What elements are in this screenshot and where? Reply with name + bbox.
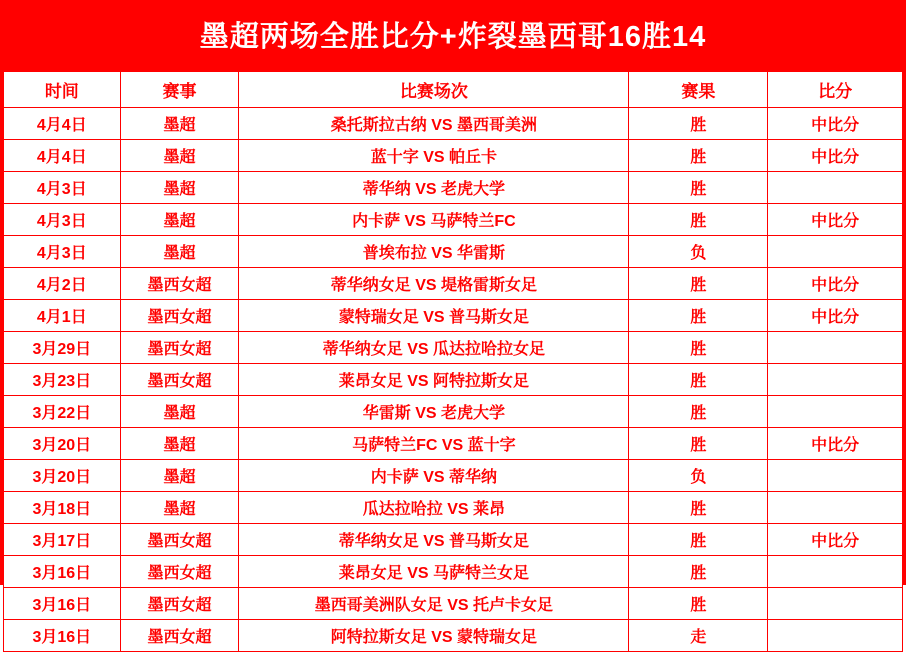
cell-score: 中比分	[768, 524, 903, 556]
cell-score	[768, 492, 903, 524]
cell-match: 蒂华纳女足 VS 堤格雷斯女足	[239, 268, 629, 300]
cell-result: 负	[629, 236, 768, 268]
cell-match: 莱昂女足 VS 马萨特兰女足	[239, 556, 629, 588]
cell-score	[768, 396, 903, 428]
cell-score	[768, 332, 903, 364]
cell-league: 墨超	[120, 460, 239, 492]
table-row	[4, 524, 903, 556]
column-header-result: 赛果	[629, 72, 768, 108]
cell-league: 墨超	[120, 236, 239, 268]
cell-result: 胜	[629, 108, 768, 140]
cell-match: 蒂华纳女足 VS 普马斯女足	[239, 524, 629, 556]
table-row	[4, 364, 903, 396]
cell-time: 4月2日	[4, 268, 121, 300]
cell-league: 墨超	[120, 108, 239, 140]
table-row	[4, 332, 903, 364]
cell-score: 中比分	[768, 300, 903, 332]
cell-league: 墨西女超	[120, 620, 239, 652]
cell-match: 瓜达拉哈拉 VS 莱昂	[239, 492, 629, 524]
cell-time: 3月16日	[4, 588, 121, 620]
cell-match: 普埃布拉 VS 华雷斯	[239, 236, 629, 268]
table-row	[4, 108, 903, 140]
cell-time: 3月23日	[4, 364, 121, 396]
cell-result: 胜	[629, 588, 768, 620]
table-row	[4, 396, 903, 428]
cell-result: 胜	[629, 556, 768, 588]
table-row	[4, 588, 903, 620]
cell-match: 蒂华纳 VS 老虎大学	[239, 172, 629, 204]
column-header-time: 时间	[4, 72, 121, 108]
cell-league: 墨西女超	[120, 300, 239, 332]
table-row	[4, 140, 903, 172]
cell-time: 3月16日	[4, 620, 121, 652]
table-row	[4, 236, 903, 268]
cell-match: 桑托斯拉古纳 VS 墨西哥美洲	[239, 108, 629, 140]
table-row	[4, 172, 903, 204]
cell-time: 4月3日	[4, 172, 121, 204]
cell-league: 墨超	[120, 204, 239, 236]
cell-result: 胜	[629, 140, 768, 172]
cell-league: 墨西女超	[120, 556, 239, 588]
page-title: 墨超两场全胜比分+炸裂墨西哥16胜14	[3, 3, 903, 71]
cell-match: 马萨特兰FC VS 蓝十字	[239, 428, 629, 460]
cell-league: 墨超	[120, 396, 239, 428]
cell-score	[768, 620, 903, 652]
cell-match: 内卡萨 VS 蒂华纳	[239, 460, 629, 492]
table-row	[4, 300, 903, 332]
cell-score: 中比分	[768, 204, 903, 236]
cell-score: 中比分	[768, 268, 903, 300]
cell-league: 墨西女超	[120, 332, 239, 364]
cell-time: 4月1日	[4, 300, 121, 332]
cell-result: 胜	[629, 364, 768, 396]
cell-league: 墨超	[120, 492, 239, 524]
table-row	[4, 204, 903, 236]
cell-league: 墨超	[120, 428, 239, 460]
cell-match: 莱昂女足 VS 阿特拉斯女足	[239, 364, 629, 396]
cell-time: 3月16日	[4, 556, 121, 588]
column-header-score: 比分	[768, 72, 903, 108]
table-body	[4, 108, 903, 652]
cell-league: 墨西女超	[120, 588, 239, 620]
cell-time: 3月18日	[4, 492, 121, 524]
cell-time: 4月4日	[4, 140, 121, 172]
cell-match: 阿特拉斯女足 VS 蒙特瑞女足	[239, 620, 629, 652]
cell-result: 胜	[629, 300, 768, 332]
cell-time: 3月20日	[4, 460, 121, 492]
cell-score	[768, 236, 903, 268]
cell-match: 蓝十字 VS 帕丘卡	[239, 140, 629, 172]
cell-time: 3月17日	[4, 524, 121, 556]
cell-league: 墨超	[120, 140, 239, 172]
table-row	[4, 460, 903, 492]
table-row	[4, 556, 903, 588]
cell-score	[768, 588, 903, 620]
cell-league: 墨西女超	[120, 268, 239, 300]
cell-result: 胜	[629, 396, 768, 428]
cell-score	[768, 172, 903, 204]
table-row	[4, 492, 903, 524]
cell-score: 中比分	[768, 108, 903, 140]
cell-league: 墨超	[120, 172, 239, 204]
cell-league: 墨西女超	[120, 364, 239, 396]
cell-result: 胜	[629, 492, 768, 524]
cell-score	[768, 460, 903, 492]
match-results-table	[3, 71, 903, 652]
cell-match: 华雷斯 VS 老虎大学	[239, 396, 629, 428]
cell-score	[768, 364, 903, 396]
column-header-league: 赛事	[120, 72, 239, 108]
table-row	[4, 268, 903, 300]
cell-league: 墨西女超	[120, 524, 239, 556]
table-row	[4, 428, 903, 460]
cell-time: 3月22日	[4, 396, 121, 428]
cell-time: 4月4日	[4, 108, 121, 140]
cell-result: 胜	[629, 332, 768, 364]
cell-score: 中比分	[768, 140, 903, 172]
cell-time: 3月20日	[4, 428, 121, 460]
cell-match: 墨西哥美洲队女足 VS 托卢卡女足	[239, 588, 629, 620]
table-header	[4, 72, 903, 108]
cell-result: 胜	[629, 204, 768, 236]
cell-time: 4月3日	[4, 204, 121, 236]
cell-score	[768, 556, 903, 588]
cell-match: 蒂华纳女足 VS 瓜达拉哈拉女足	[239, 332, 629, 364]
column-header-match: 比赛场次	[239, 72, 629, 108]
cell-result: 胜	[629, 268, 768, 300]
table-header-row	[4, 72, 903, 108]
cell-time: 3月29日	[4, 332, 121, 364]
cell-result: 负	[629, 460, 768, 492]
cell-time: 4月3日	[4, 236, 121, 268]
cell-result: 胜	[629, 428, 768, 460]
cell-match: 内卡萨 VS 马萨特兰FC	[239, 204, 629, 236]
cell-result: 走	[629, 620, 768, 652]
cell-result: 胜	[629, 172, 768, 204]
table-row	[4, 620, 903, 652]
cell-match: 蒙特瑞女足 VS 普马斯女足	[239, 300, 629, 332]
cell-score: 中比分	[768, 428, 903, 460]
cell-result: 胜	[629, 524, 768, 556]
